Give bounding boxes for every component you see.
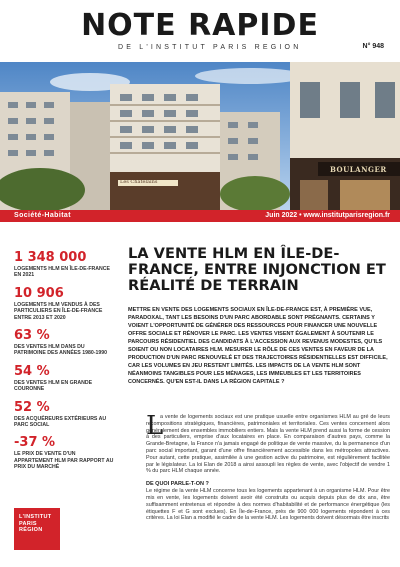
issue-number: N° 948 bbox=[362, 43, 384, 50]
stat-label: LOGEMENTS HLM VENDUS À DES PARTICULIERS EN ÎLE-DE-FRANCE ENTRE 2013 ET 2020 bbox=[14, 301, 103, 321]
stat-label: LOGEMENTS HLM EN ÎLE-DE-FRANCE EN 2021 bbox=[14, 266, 110, 279]
stat-number: 10 906 bbox=[14, 285, 64, 301]
logo-line: L'INSTITUT bbox=[19, 514, 52, 520]
date-website: Juin 2022 • www.institutparisregion.fr bbox=[265, 212, 390, 219]
logo-line: PARIS bbox=[19, 520, 37, 527]
stat-number: -37 % bbox=[14, 435, 56, 451]
institut-logo bbox=[14, 508, 60, 550]
drop-cap: L bbox=[146, 411, 164, 441]
article-body bbox=[146, 411, 390, 522]
category-label: Société-Habitat bbox=[14, 212, 71, 219]
key-figures bbox=[14, 250, 114, 478]
stat-item bbox=[14, 250, 114, 279]
stat-label: DES VENTES HLM DANS DU PATRIMOINE DES ANNÉES 1980-1990 bbox=[14, 344, 108, 357]
stat-number: 63 % bbox=[14, 328, 50, 344]
body-paragraph: Le régime de la vente HLM concerne tous les logements appartenant à un organisme HLM. Pour être mis en vente, les logements doivent avoir été construits ou acquis depuis plus de dix ans, être suffisamment entretenus et répondre à des normes d'habitabilité et de performance énergétique (les étiquettes F et G sont exclues). En Île-de-France, près de 900 000 logements répondent à ces critères. La loi Elan a modifié le cadre de la vente HLM. Les logements doivent désormais être inscrits bbox=[146, 488, 390, 522]
section-heading: DE QUOI PARLE-T-ON ? bbox=[146, 481, 209, 488]
publication-title: NOTE RAPIDE bbox=[81, 8, 319, 43]
building-photo bbox=[0, 62, 400, 210]
publication-subtitle: DE L'INSTITUT PARIS REGION bbox=[118, 44, 302, 51]
article-headline: LA VENTE HLM EN ÎLE-DE-FRANCE, ENTRE INJONCTION ET RÉALITÉ DE TERRAIN bbox=[128, 245, 386, 294]
stat-number: 52 % bbox=[14, 399, 50, 415]
article-lead: METTRE EN VENTE DES LOGEMENTS SOCIAUX EN ÎLE-DE-FRANCE EST, À PREMIÈRE VUE, PARADOXAL, TANT LES BESOINS D'UN PARC ABORDABLE SONT PRÉGNANTS. CERTAINS Y VOIENT L'OPPORTUNITÉ DE GÉNÉRER DES RESSOURCES POUR FINANCER UNE NOUVELLE OFFRE SOCIALE ET RÉNOVER LE PARC. LES VENTES VISENT ÉGALEMENT À SOUTENIR LE PARCOURS RÉSIDENTIEL DES CANDIDATS À L'ACCESSION AUX REVENUS MODESTES, QU'ILS SOIENT OU NON LOCATAIRES HLM. MESURER LE RÔLE DE CES VENTES EN FAVEUR DE LA PRODUCTION D'UN PARC RENOUVELÉ ET DES TRAJECTOIRES RÉSIDENTIELLES EST DIFFICILE, CAR LES VOLUMES EN JEU RESTENT LIMITÉS. LES IMPACTS DE LA VENTE HLM SONT NÉANMOINS TANGIBLES POUR LES MÉNAGES, LES IMMEUBLES ET LES TERRITOIRES CONCERNÉS. QU'EN EST-IL DANS LA RÉGION CAPITALE ? bbox=[128, 307, 388, 385]
stat-number: 54 % bbox=[14, 363, 50, 379]
shop-sign-right: BOULANGER bbox=[330, 165, 387, 174]
stat-label: DES ACQUÉREURS EXTÉRIEURS AU PARC SOCIAL bbox=[14, 415, 107, 429]
stat-item bbox=[14, 400, 114, 429]
stat-item bbox=[14, 364, 114, 393]
logo-line: RÉGION bbox=[19, 527, 43, 534]
main-column bbox=[128, 246, 388, 386]
stat-item bbox=[14, 435, 114, 470]
stat-label: DES VENTES HLM EN GRANDE COURONNE bbox=[14, 379, 93, 393]
cover-photo bbox=[0, 62, 400, 210]
masthead bbox=[0, 0, 400, 64]
stat-number: 1 348 000 bbox=[14, 250, 87, 265]
category-band bbox=[0, 210, 400, 222]
stat-label: LE PRIX DE VENTE D'UN APPARTEMENT HLM PAR RAPPORT AU PRIX DU MARCHÉ bbox=[14, 451, 114, 471]
stat-item bbox=[14, 286, 114, 321]
stat-item bbox=[14, 328, 114, 357]
shop-sign-left: Les Châtelains bbox=[120, 179, 158, 185]
body-paragraph: a vente de logements sociaux est une pratique usuelle entre organismes HLM au gré de leurs recompositions stratégiques, financières, patrimoniales et territoriales. Ces ventes concernent alors généralement des ensembles immobiliers entiers. Mais la vente HLM prend aussi la forme de cession à des particuliers, emprise d'aux locataires en place. En comparaison d'autres pays, comme la Grande-Bretagne, la France n'a jamais engagé de politique de vente massive, du la permanence d'un parc social important, garant d'une offre financièrement accessible dans les métropoles attractives. Pour autant, cette pratique, assimilée à une gestion active du patrimoine, est régulièrement facilitée par le législateur. La loi Elan de 2018 a ainsi assoupli les règles de vente, avec l'objectif de vendre 1 % du parc HLM chaque année. bbox=[146, 414, 390, 475]
